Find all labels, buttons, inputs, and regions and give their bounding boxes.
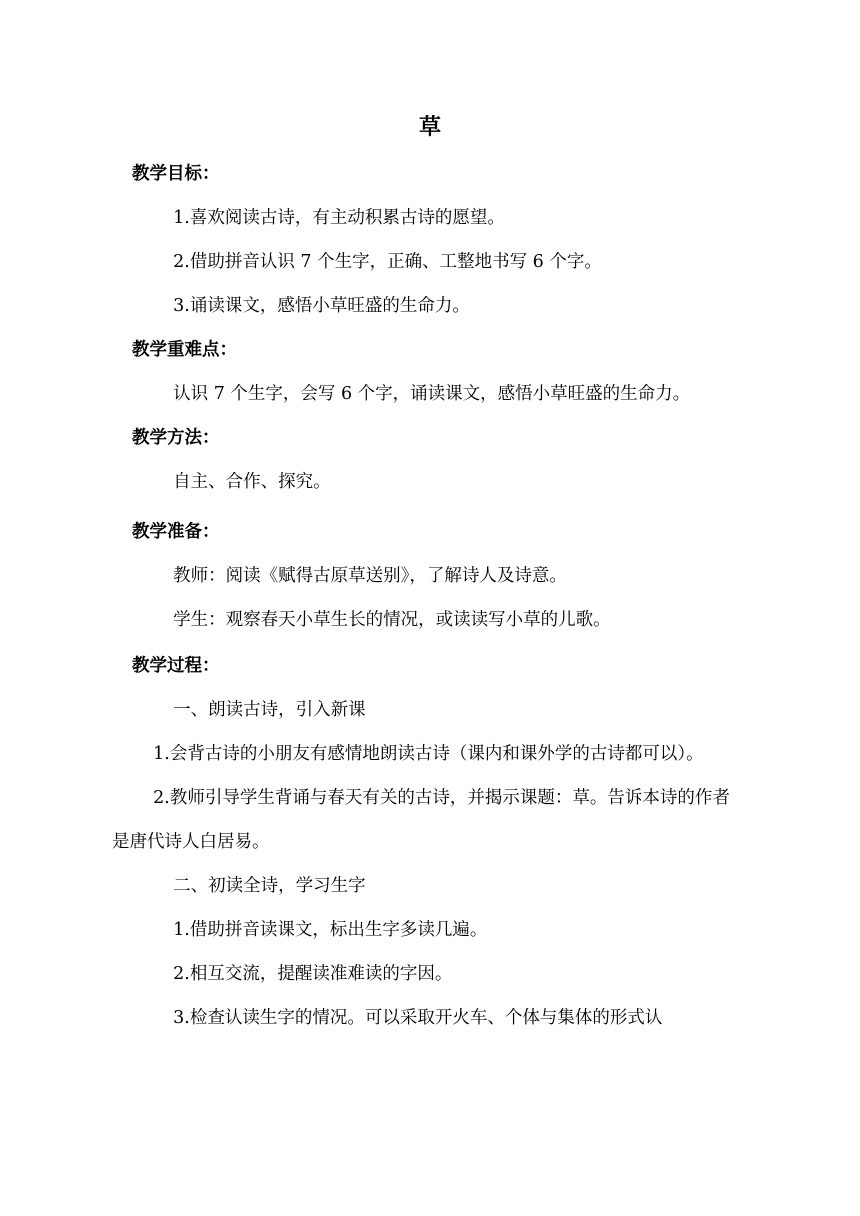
paragraph: 学生：观察春天小草生长的情况，或读读写小草的儿歌。: [173, 610, 611, 630]
paragraph: 2.教师引导学生背诵与春天有关的古诗，并揭示课题：草。告诉本诗的作者是唐代诗人白居易。: [112, 788, 730, 852]
section-heading: 教学准备：: [132, 522, 220, 542]
section-objectives: [132, 152, 732, 328]
section-process: [112, 644, 732, 1040]
document-title: 草: [418, 115, 441, 140]
paragraph: 认识 7 个生字，会写 6 个字，诵读课文，感悟小草旺盛的生命力。: [173, 384, 691, 404]
section-methods: [132, 416, 732, 504]
paragraph: 2.相互交流，提醒读准难读的字因。: [173, 964, 453, 984]
paragraph: 1.借助拼音读课文，标出生字多读几遍。: [173, 920, 488, 940]
section-key-points: [132, 328, 732, 416]
paragraph: 二、初读全诗，学习生字: [173, 876, 366, 896]
paragraph: 一、朗读古诗，引入新课: [173, 700, 366, 720]
paragraph: 1.喜欢阅读古诗，有主动积累古诗的愿望。: [173, 208, 505, 228]
section-heading: 教学过程：: [132, 656, 220, 676]
paragraph: 教师：阅读《赋得古原草送别》，了解诗人及诗意。: [173, 566, 567, 586]
section-heading: 教学方法：: [132, 428, 220, 448]
section-heading: 教学目标：: [132, 164, 220, 184]
paragraph: 2.借助拼音认识 7 个生字，正确、工整地书写 6 个字。: [173, 252, 602, 272]
section-preparation: [132, 510, 732, 642]
paragraph: 自主、合作、探究。: [173, 472, 331, 492]
paragraph: 3.诵读课文，感悟小草旺盛的生命力。: [173, 296, 470, 316]
section-heading: 教学重难点：: [132, 340, 237, 360]
paragraph: 1.会背古诗的小朋友有感情地朗读古诗（课内和课外学的古诗都可以）。: [153, 744, 704, 764]
paragraph: 3.检查认读生字的情况。可以采取开火车、个体与集体的形式认: [173, 1008, 663, 1028]
